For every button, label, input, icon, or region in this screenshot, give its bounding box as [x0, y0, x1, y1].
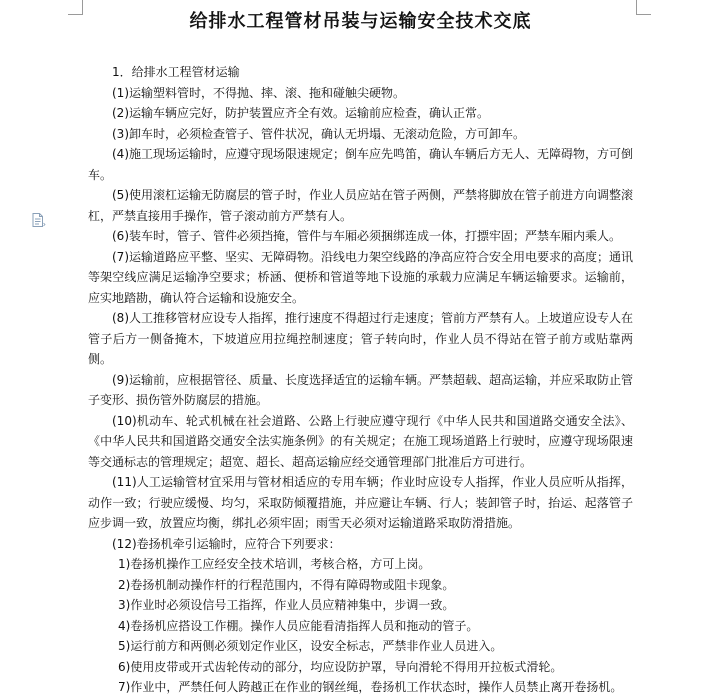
sub-item-paragraph: 3)作业时必须设信号工指挥，作业人员应精神集中，步调一致。: [118, 598, 455, 612]
body-paragraph: (12)卷扬机牵引运输时，应符合下列要求：: [112, 536, 341, 551]
body-paragraph: (9)运输前，应根据管径、质量、长度选择适宜的运输车辆。严禁超载、超高运输，并应采取防止管子变形、损伤管外防腐层的措施。: [88, 372, 634, 407]
document-page: [88, 8, 633, 698]
crop-mark-top-right: [636, 0, 651, 15]
body-paragraph: (10)机动车、轮式机械在社会道路、公路上行驶应遵守现行《中华人民共和国道路交通安全法》、《中华人民共和国道路交通安全法实施条例》的有关规定；在施工现场道路上行驶时，应遵守现场限速等交通标志的管理规定；超宽、超长、超高运输应经交通管理部门批准后方可进行。: [88, 413, 633, 469]
sub-item-paragraph: 2)卷扬机制动操作杆的行程范围内，不得有障碍物或阻卡现象。: [118, 577, 455, 592]
sub-item-paragraph: 6)使用皮带或开式齿轮传动的部分，均应设防护罩，导向滑轮不得用开拉板式滑轮。: [118, 659, 563, 674]
body-paragraph: (1)运输塑料管时，不得抛、摔、滚、拖和碰触尖硬物。: [112, 85, 406, 100]
sub-item-paragraph: 7)作业中，严禁任何人跨越正在作业的钢丝绳，卷扬机工作状态时，操作人员禁止离开卷扬机。: [118, 680, 623, 694]
body-paragraph: (3)卸车时，必须检查管子、管件状况，确认无坍塌、无滚动危险，方可卸车。: [112, 126, 526, 141]
section-heading: 1．给排水工程管材运输: [112, 65, 240, 79]
document-outline-icon[interactable]: [30, 212, 46, 228]
body-paragraph: (6)装车时，管子、管件必须挡掩，管件与车厢必须捆绑连成一体，打摽牢固；严禁车厢内乘人。: [112, 229, 622, 243]
document-title: 给排水工程管材吊装与运输安全技术交底: [189, 11, 532, 32]
document-body: [88, 62, 633, 698]
body-paragraph: (11)人工运输管材宜采用与管材相适应的专用车辆；作业时应设专人指挥，作业人员应听从指挥，动作一致；行驶应缓慢、均匀，采取防倾覆措施，并应避让车辆、行人；装卸管子时，抬运、起落管子应步调一致，放置应均衡，绑扎必须牢固；雨雪天必须对运输道路采取防滑措施。: [88, 475, 633, 530]
sub-item-paragraph: 1)卷扬机操作工应经安全技术培训，考核合格，方可上岗。: [118, 557, 431, 571]
body-paragraph: (7)运输道路应平整、坚实、无障碍物。沿线电力架空线路的净高应符合安全用电要求的高度；通讯等架空线应满足运输净空要求；桥涵、便桥和管道等地下设施的承载力应满足车辆运输要求。运输前，应实地踏勘，确认符合运输和设施安全。: [88, 249, 634, 305]
crop-mark-top-left: [68, 0, 83, 15]
body-paragraph: (4)施工现场运输时，应遵守现场限速规定；倒车应先鸣笛，确认车辆后方无人、无障碍物，方可倒车。: [88, 147, 634, 182]
body-paragraph: (5)使用滚杠运输无防腐层的管子时，作业人员应站在管子两侧，严禁将脚放在管子前进方向调整滚杠，严禁直接用手操作，管子滚动前方严禁有人。: [88, 188, 634, 223]
sub-item-paragraph: 4)卷扬机应搭设工作棚。操作人员应能看清指挥人员和拖动的管子。: [118, 618, 479, 633]
body-paragraph: (2)运输车辆应完好，防护装置应齐全有效。运输前应检查，确认正常。: [112, 106, 490, 120]
body-paragraph: (8)人工推移管材应设专人指挥，推行速度不得超过行走速度；管前方严禁有人。上坡道应设专人在管子后方一侧备掩木，下坡道应用拉绳控制速度；管子转向时，作业人员不得站在管子前方或贴靠两侧。: [88, 311, 634, 366]
sub-item-paragraph: 5)运行前方和两侧必须划定作业区，设安全标志，严禁非作业人员进入。: [118, 639, 503, 653]
